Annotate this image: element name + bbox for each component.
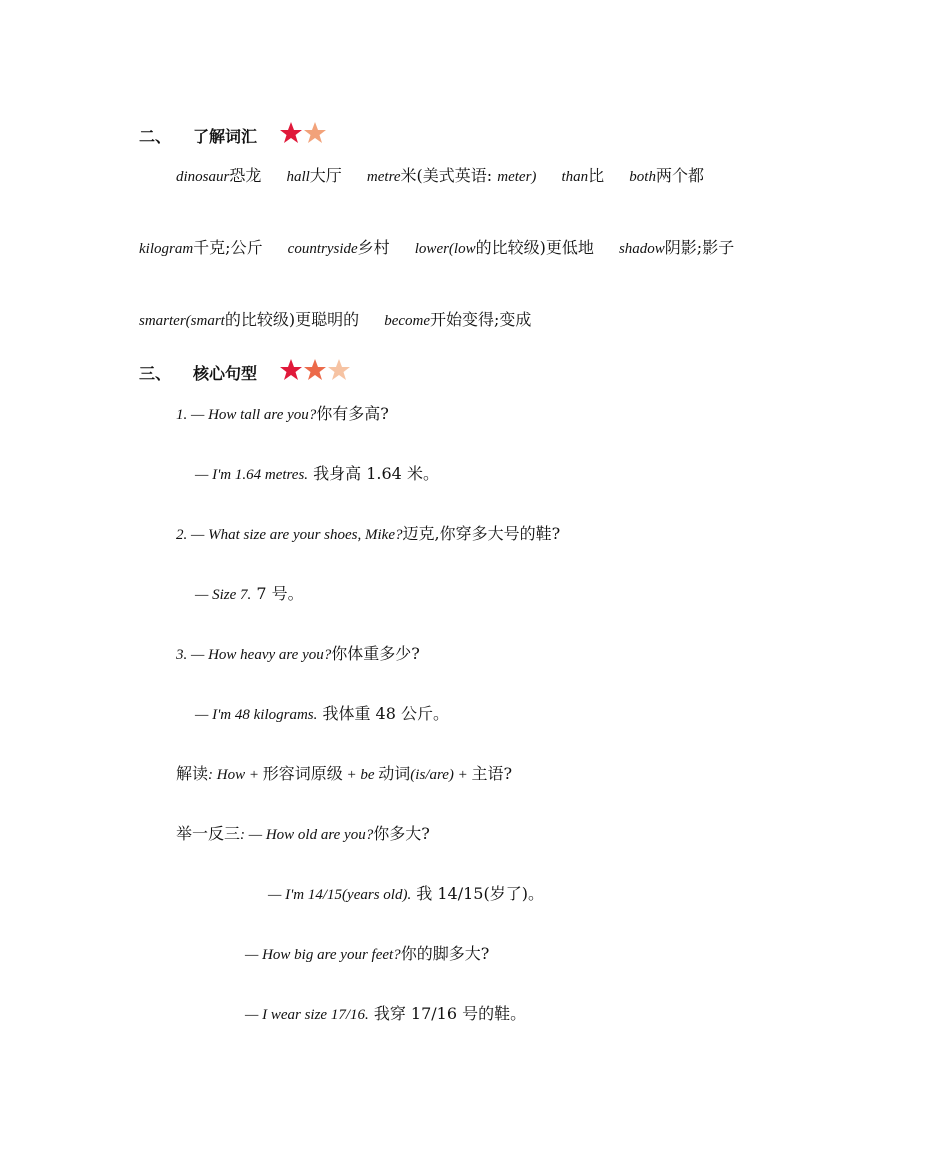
section-number: 二、 xyxy=(139,127,172,146)
vocab-word: smarter(smart xyxy=(139,313,225,329)
section-3-heading xyxy=(139,358,351,388)
section-title: 核心句型 xyxy=(193,364,258,383)
vocab-meaning: 大厅 xyxy=(309,166,342,185)
extend-answer-1: — I'm 14/15(years old). 我 14/15(岁了)。 xyxy=(268,884,544,903)
sentence-2-answer: — Size 7. 7 号。 xyxy=(195,584,304,603)
sentence-3-answer: — I'm 48 kilograms. 我体重 48 公斤。 xyxy=(195,704,449,723)
vocab-row-1 xyxy=(176,165,704,188)
sentence-3-question: 3. — How heavy are you?你体重多少? xyxy=(176,644,420,663)
rating-stars xyxy=(279,121,327,151)
sentence-2-question: 2. — What size are your shoes, Mike?迈克,你穿多大号的鞋? xyxy=(176,524,561,543)
vocab-meaning: 开始变得;变成 xyxy=(430,310,532,329)
vocab-word: hall xyxy=(286,169,310,185)
section-2-heading xyxy=(139,121,327,151)
section-title: 了解词汇 xyxy=(193,127,258,146)
vocab-meaning: 阴影;影子 xyxy=(664,238,735,257)
star-icon xyxy=(303,121,327,145)
vocab-word: become xyxy=(384,313,430,329)
vocab-meaning: 恐龙 xyxy=(229,166,262,185)
vocab-meaning: 乡村 xyxy=(357,238,390,257)
vocab-meaning: 的比较级)更聪明的 xyxy=(224,310,360,329)
rating-stars xyxy=(279,358,351,388)
vocab-meaning: 米(美式英语: xyxy=(400,166,498,185)
star-icon xyxy=(279,358,303,382)
vocab-word: shadow xyxy=(618,241,665,257)
vocab-word: than xyxy=(561,169,589,185)
extend-question-2: — How big are your feet?你的脚多大? xyxy=(245,944,490,963)
sentence-1-question: 1. — How tall are you?你有多高? xyxy=(176,404,389,423)
vocab-word: metre xyxy=(366,169,401,185)
star-icon xyxy=(303,358,327,382)
vocab-word: dinosaur xyxy=(176,169,230,185)
explanation-line: 解读: How + 形容词原级 + be 动词(is/are) + 主语? xyxy=(176,764,513,783)
star-icon xyxy=(327,358,351,382)
vocab-row-2 xyxy=(139,237,734,260)
vocab-meaning: 的比较级)更低地 xyxy=(475,238,594,257)
star-icon xyxy=(279,121,303,145)
extend-answer-2: — I wear size 17/16. 我穿 17/16 号的鞋。 xyxy=(245,1004,527,1023)
vocab-row-3 xyxy=(139,309,531,332)
vocab-word: meter) xyxy=(497,169,537,185)
extend-label: 举一反三 xyxy=(176,824,241,843)
vocab-word: countryside xyxy=(287,241,358,257)
vocab-word: both xyxy=(629,169,656,185)
sentence-1-answer: — I'm 1.64 metres. 我身高 1.64 米。 xyxy=(195,464,439,483)
vocab-meaning: 比 xyxy=(588,166,605,185)
extend-question-1: 举一反三: — How old are you?你多大? xyxy=(176,824,430,843)
explanation-label: 解读 xyxy=(176,764,209,783)
section-number: 三、 xyxy=(139,364,172,383)
vocab-meaning: 两个都 xyxy=(655,166,704,185)
vocab-meaning: 千克;公斤 xyxy=(193,238,263,257)
vocab-word: lower(low xyxy=(414,241,476,257)
vocab-word: kilogram xyxy=(139,241,194,257)
